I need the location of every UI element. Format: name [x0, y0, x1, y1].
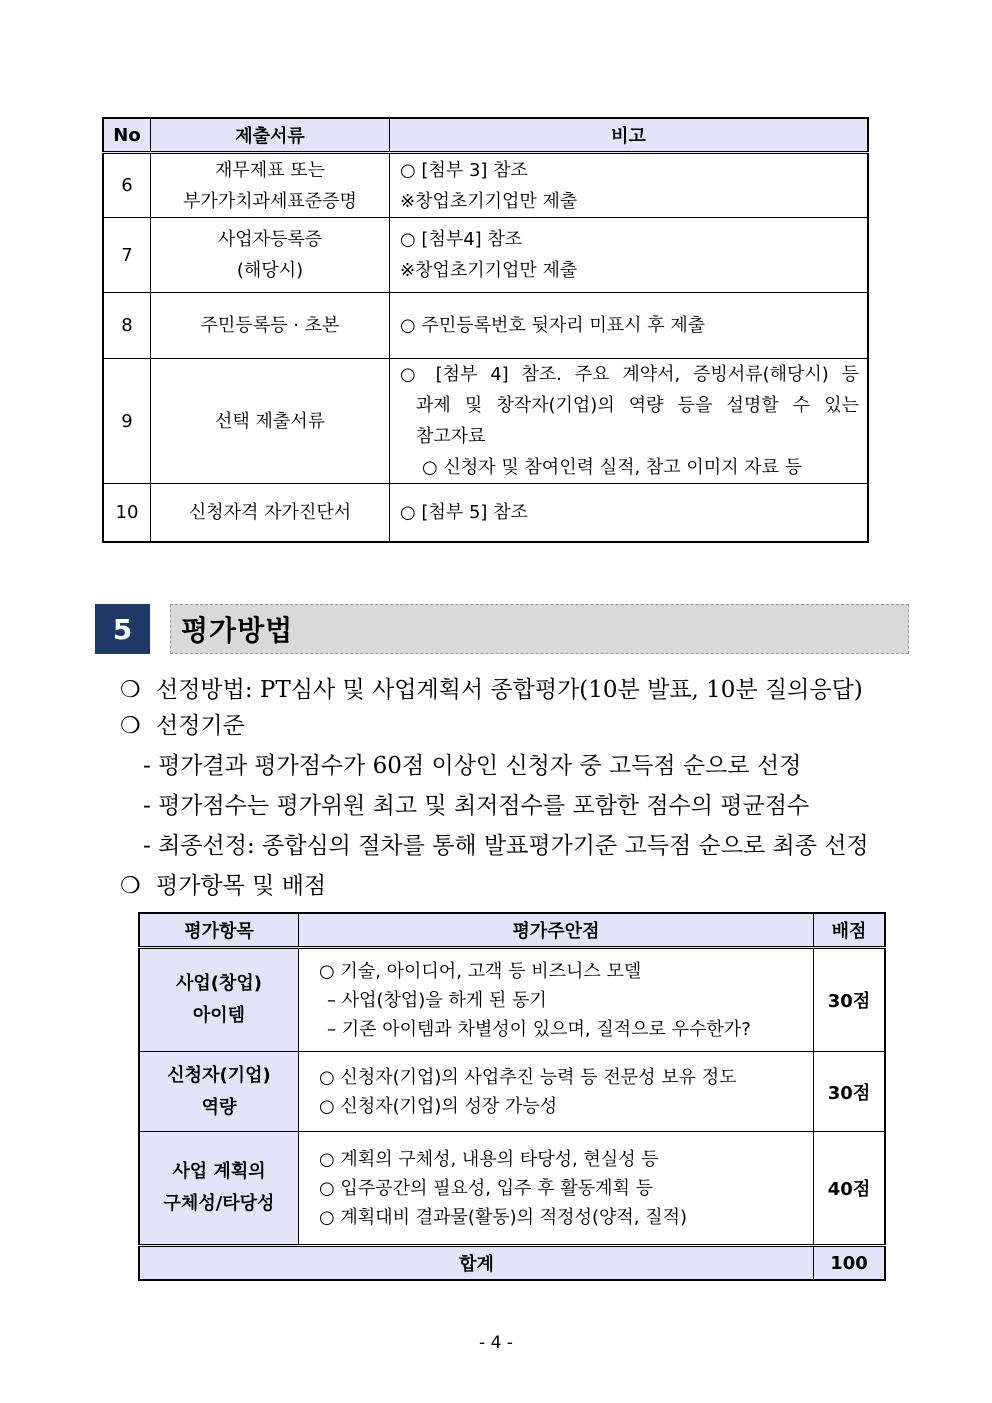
- table-row: [103, 484, 868, 542]
- desc-line: ○ 계획의 구체성, 내용의 타당성, 현실성 등: [319, 1148, 659, 1170]
- remark-line: 과제 및 창작자(기업)의 역량 등을 설명할 수 있는: [416, 395, 859, 416]
- circle-bullet-icon: ❍: [120, 677, 141, 703]
- row-no: 10: [103, 484, 151, 542]
- remark-line: ○ [첨부4] 참조: [400, 229, 523, 250]
- row-description: [299, 948, 814, 1052]
- document-line: (해당시): [236, 260, 304, 281]
- header-category: 평가항목: [139, 913, 299, 948]
- section-number: 5: [95, 604, 150, 654]
- category-line: 사업(창업): [175, 973, 262, 994]
- row-points: 40점: [814, 1132, 886, 1246]
- page-number: - 4 -: [479, 1333, 513, 1353]
- header-focus: 평가주안점: [299, 913, 814, 948]
- row-remarks: [390, 484, 869, 542]
- criteria-line: [143, 747, 801, 780]
- total-value: 100: [814, 1246, 886, 1281]
- row-category: [139, 1052, 299, 1132]
- table-row: [139, 1132, 885, 1246]
- circle-bullet-icon: ❍: [120, 873, 141, 899]
- category-line: 신청자(기업): [167, 1064, 271, 1086]
- document-line: 사업자등록증: [217, 229, 323, 250]
- criteria-text: 평가결과 평가점수가 60점 이상인 신청자 중 고득점 순으로 선정: [158, 753, 802, 779]
- remark-line: ※창업초기기업만 제출: [400, 260, 578, 281]
- remark-line: ○ [첨부 5] 참조: [400, 501, 528, 523]
- method-text: 선정방법: PT심사 및 사업계획서 종합평가(10분 발표, 10분 질의응답): [156, 677, 863, 703]
- row-document: 주민등록등 · 초본: [151, 293, 390, 359]
- desc-line: ○ 입주공간의 필요성, 입주 후 활동계획 등: [319, 1177, 653, 1199]
- row-category: [139, 948, 299, 1052]
- desc-line: ○ 기술, 아이디어, 고객 등 비즈니스 모델: [319, 960, 642, 982]
- row-no: 7: [103, 218, 151, 293]
- remark-line: ○ 신청자 및 참여인력 실적, 참고 이미지 자료 등: [422, 457, 803, 478]
- criteria-title: 선정기준: [156, 713, 245, 739]
- criteria-line: [143, 827, 869, 860]
- remark-line: 참고자료: [416, 426, 486, 447]
- row-no: 8: [103, 293, 151, 359]
- category-line: 사업 계획의: [172, 1161, 266, 1182]
- items-title: 평가항목 및 배점: [156, 873, 327, 899]
- row-remarks: [390, 293, 869, 359]
- row-no: 9: [103, 359, 151, 484]
- table-row: [103, 218, 868, 293]
- criteria-title-line: [120, 707, 245, 740]
- row-points: 30점: [814, 948, 886, 1052]
- row-points: 30점: [814, 1052, 886, 1132]
- section-title: 평가방법: [181, 614, 294, 647]
- desc-line: ○ 신청자(기업)의 성장 가능성: [319, 1095, 558, 1117]
- dash-icon: -: [143, 833, 151, 859]
- row-remarks: [390, 218, 869, 293]
- remark-line: ○ 주민등록번호 뒷자리 미표시 후 제출: [400, 315, 706, 336]
- desc-line: – 기존 아이템과 차별성이 있으며, 질적으로 우수한가?: [327, 1018, 751, 1040]
- remark-line: ○ [첨부 3] 참조: [400, 159, 528, 181]
- evaluation-criteria-table: [138, 912, 886, 1281]
- method-line: [120, 671, 863, 704]
- table-row: [103, 153, 868, 218]
- header-no: No: [103, 118, 151, 153]
- table-row: [103, 359, 868, 484]
- dash-icon: -: [143, 793, 151, 819]
- row-document: 선택 제출서류: [151, 359, 390, 484]
- row-document: 신청자격 자가진단서: [151, 484, 390, 542]
- header-points: 배점: [814, 913, 886, 948]
- row-category: [139, 1132, 299, 1246]
- remark-line: ※창업초기기업만 제출: [400, 190, 578, 212]
- circle-bullet-icon: ❍: [120, 713, 141, 739]
- criteria-text: 최종선정: 종합심의 절차를 통해 발표평가기준 고득점 순으로 최종 선정: [158, 833, 869, 859]
- criteria-line: [143, 787, 809, 820]
- submission-documents-table: [102, 117, 869, 543]
- row-remarks: [390, 153, 869, 218]
- header-document: 제출서류: [151, 118, 390, 153]
- desc-line: – 사업(창업)을 하게 된 동기: [327, 989, 547, 1011]
- table-row: [139, 1052, 885, 1132]
- category-line: 구체성/타당성: [163, 1193, 275, 1214]
- row-description: [299, 1132, 814, 1246]
- criteria-text: 평가점수는 평가위원 최고 및 최저점수를 포함한 점수의 평균점수: [158, 793, 810, 819]
- document-line: 재무제표 또는: [214, 159, 326, 181]
- remark-line: ○ [첨부 4] 참조. 주요 계약서, 증빙서류(해당시) 등: [400, 364, 859, 385]
- header-remarks: 비고: [390, 118, 869, 153]
- table-header-row: [139, 913, 885, 948]
- table-header-row: [103, 118, 868, 153]
- section-title-box: [170, 604, 909, 654]
- document-line: 부가가치과세표준증명: [183, 190, 357, 212]
- desc-line: ○ 계획대비 결과물(활동)의 적정성(양적, 질적): [319, 1206, 687, 1228]
- table-row: [103, 293, 868, 359]
- table-row: [139, 948, 885, 1052]
- row-description: [299, 1052, 814, 1132]
- items-title-line: [120, 867, 326, 900]
- row-document: [151, 218, 390, 293]
- total-row: [139, 1246, 885, 1281]
- row-no: 6: [103, 153, 151, 218]
- row-remarks: [390, 359, 869, 484]
- dash-icon: -: [143, 753, 151, 779]
- total-label: 합계: [139, 1246, 814, 1281]
- desc-line: ○ 신청자(기업)의 사업추진 능력 등 전문성 보유 정도: [319, 1066, 737, 1088]
- row-document: [151, 153, 390, 218]
- category-line: 역량: [201, 1096, 237, 1118]
- category-line: 아이템: [192, 1005, 246, 1026]
